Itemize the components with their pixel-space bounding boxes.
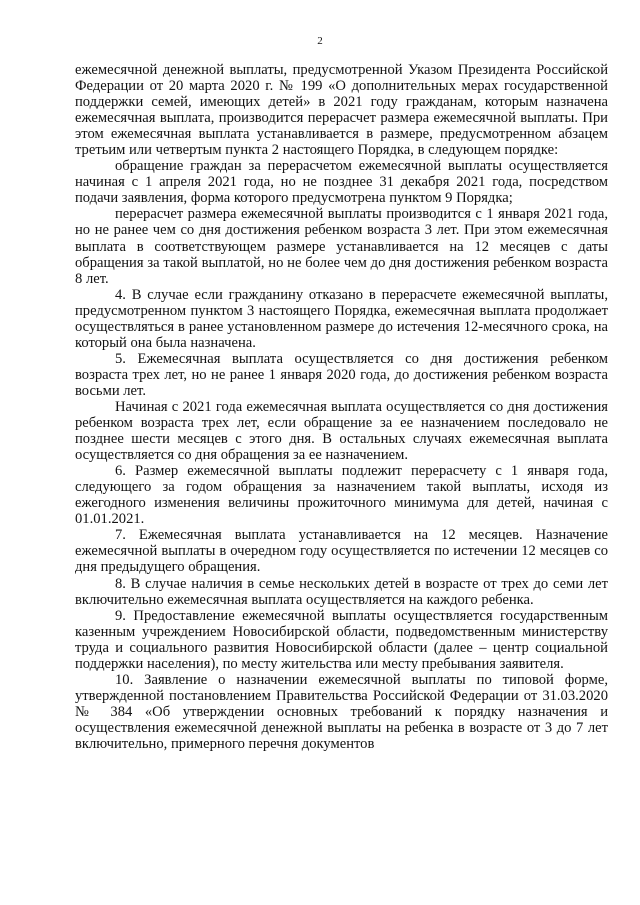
paragraph-item-9: 9. Предоставление ежемесячной выплаты осуществляется государственным казенным учреждением Новосибирской области, подведомственным министерству труда и социального развития Новосибирской области (далее – центр социальной поддержки населения), по месту жительства или месту пребывания заявителя. — [75, 607, 608, 672]
paragraph-item-8: 8. В случае наличия в семье нескольких детей в возрасте от трех до семи лет включительно ежемесячная выплата осуществляется на каждого ребенка. — [75, 575, 608, 608]
document-body — [75, 62, 608, 752]
paragraph-item-10: 10. Заявление о назначении ежемесячной выплаты по типовой форме, утвержденной постановлением Правительства Российской Федерации от 31.03.2020 № 384 «Об утверждении основных требований к порядку назначения и осуществления ежемесячной денежной выплаты на ребенка в возрасте от 3 до 7 лет включительно, примерного перечня документов — [75, 671, 608, 752]
paragraph-recalc-size: перерасчет размера ежемесячной выплаты производится с 1 января 2021 года, но не ранее чем со дня достижения ребенком возраста 3 лет. При этом ежемесячная выплата в соответствующем размере устанавливается на 12 месяцев с даты обращения за такой выплатой, но не более чем до дня достижения ребенком возраста 8 лет. — [75, 206, 608, 287]
paragraph-item-5: 5. Ежемесячная выплата осуществляется со дня достижения ребенком возраста трех лет, но не ранее 1 января 2020 года, до достижения ребенком возраста восьми лет. — [75, 350, 608, 399]
paragraph-item-6: 6. Размер ежемесячной выплаты подлежит перерасчету с 1 января года, следующего за годом обращения за назначением такой выплаты, исходя из ежегодного изменения величины прожиточного минимума для детей, начиная с 01.01.2021. — [75, 463, 608, 528]
paragraph-item-4: 4. В случае если гражданину отказано в перерасчете ежемесячной выплаты, предусмотренном пунктом 3 настоящего Порядка, ежемесячная выплата продолжает осуществляться в ранее установленном размере до истечения 12-месячного срока, на который она была назначена. — [75, 286, 608, 351]
paragraph-item-7: 7. Ежемесячная выплата устанавливается на 12 месяцев. Назначение ежемесячной выплаты в очередном году осуществляется по истечении 12 месяцев со дня предыдущего обращения. — [75, 527, 608, 576]
paragraph-recalc-application: обращение граждан за перерасчетом ежемесячной выплаты осуществляется начиная с 1 апреля 2021 года, но не позднее 31 декабря 2021 года, посредством подачи заявления, форма которого предусмотрена пунктом 9 Порядка; — [75, 158, 608, 207]
page-number: 2 — [317, 35, 323, 47]
paragraph-continuation: ежемесячной денежной выплаты, предусмотренной Указом Президента Российской Федерации от 20 марта 2020 г. № 199 «О дополнительных мерах государственной поддержки семей, имеющих детей» в 2021 году гражданам, которым назначена ежемесячная выплата, производится перерасчет размера ежемесячной выплаты. При этом ежемесячная выплата устанавливается в размере, предусмотренном абзацем третьим или четвертым пункта 2 настоящего Порядка, в следующем порядке: — [75, 62, 608, 159]
paragraph-item-5-continued: Начиная с 2021 года ежемесячная выплата осуществляется со дня достижения ребенком возраста трех лет, если обращение за ее назначением последовало не позднее шести месяцев с этого дня. В остальных случаях ежемесячная выплата осуществляется со дня обращения за ее назначением. — [75, 398, 608, 464]
